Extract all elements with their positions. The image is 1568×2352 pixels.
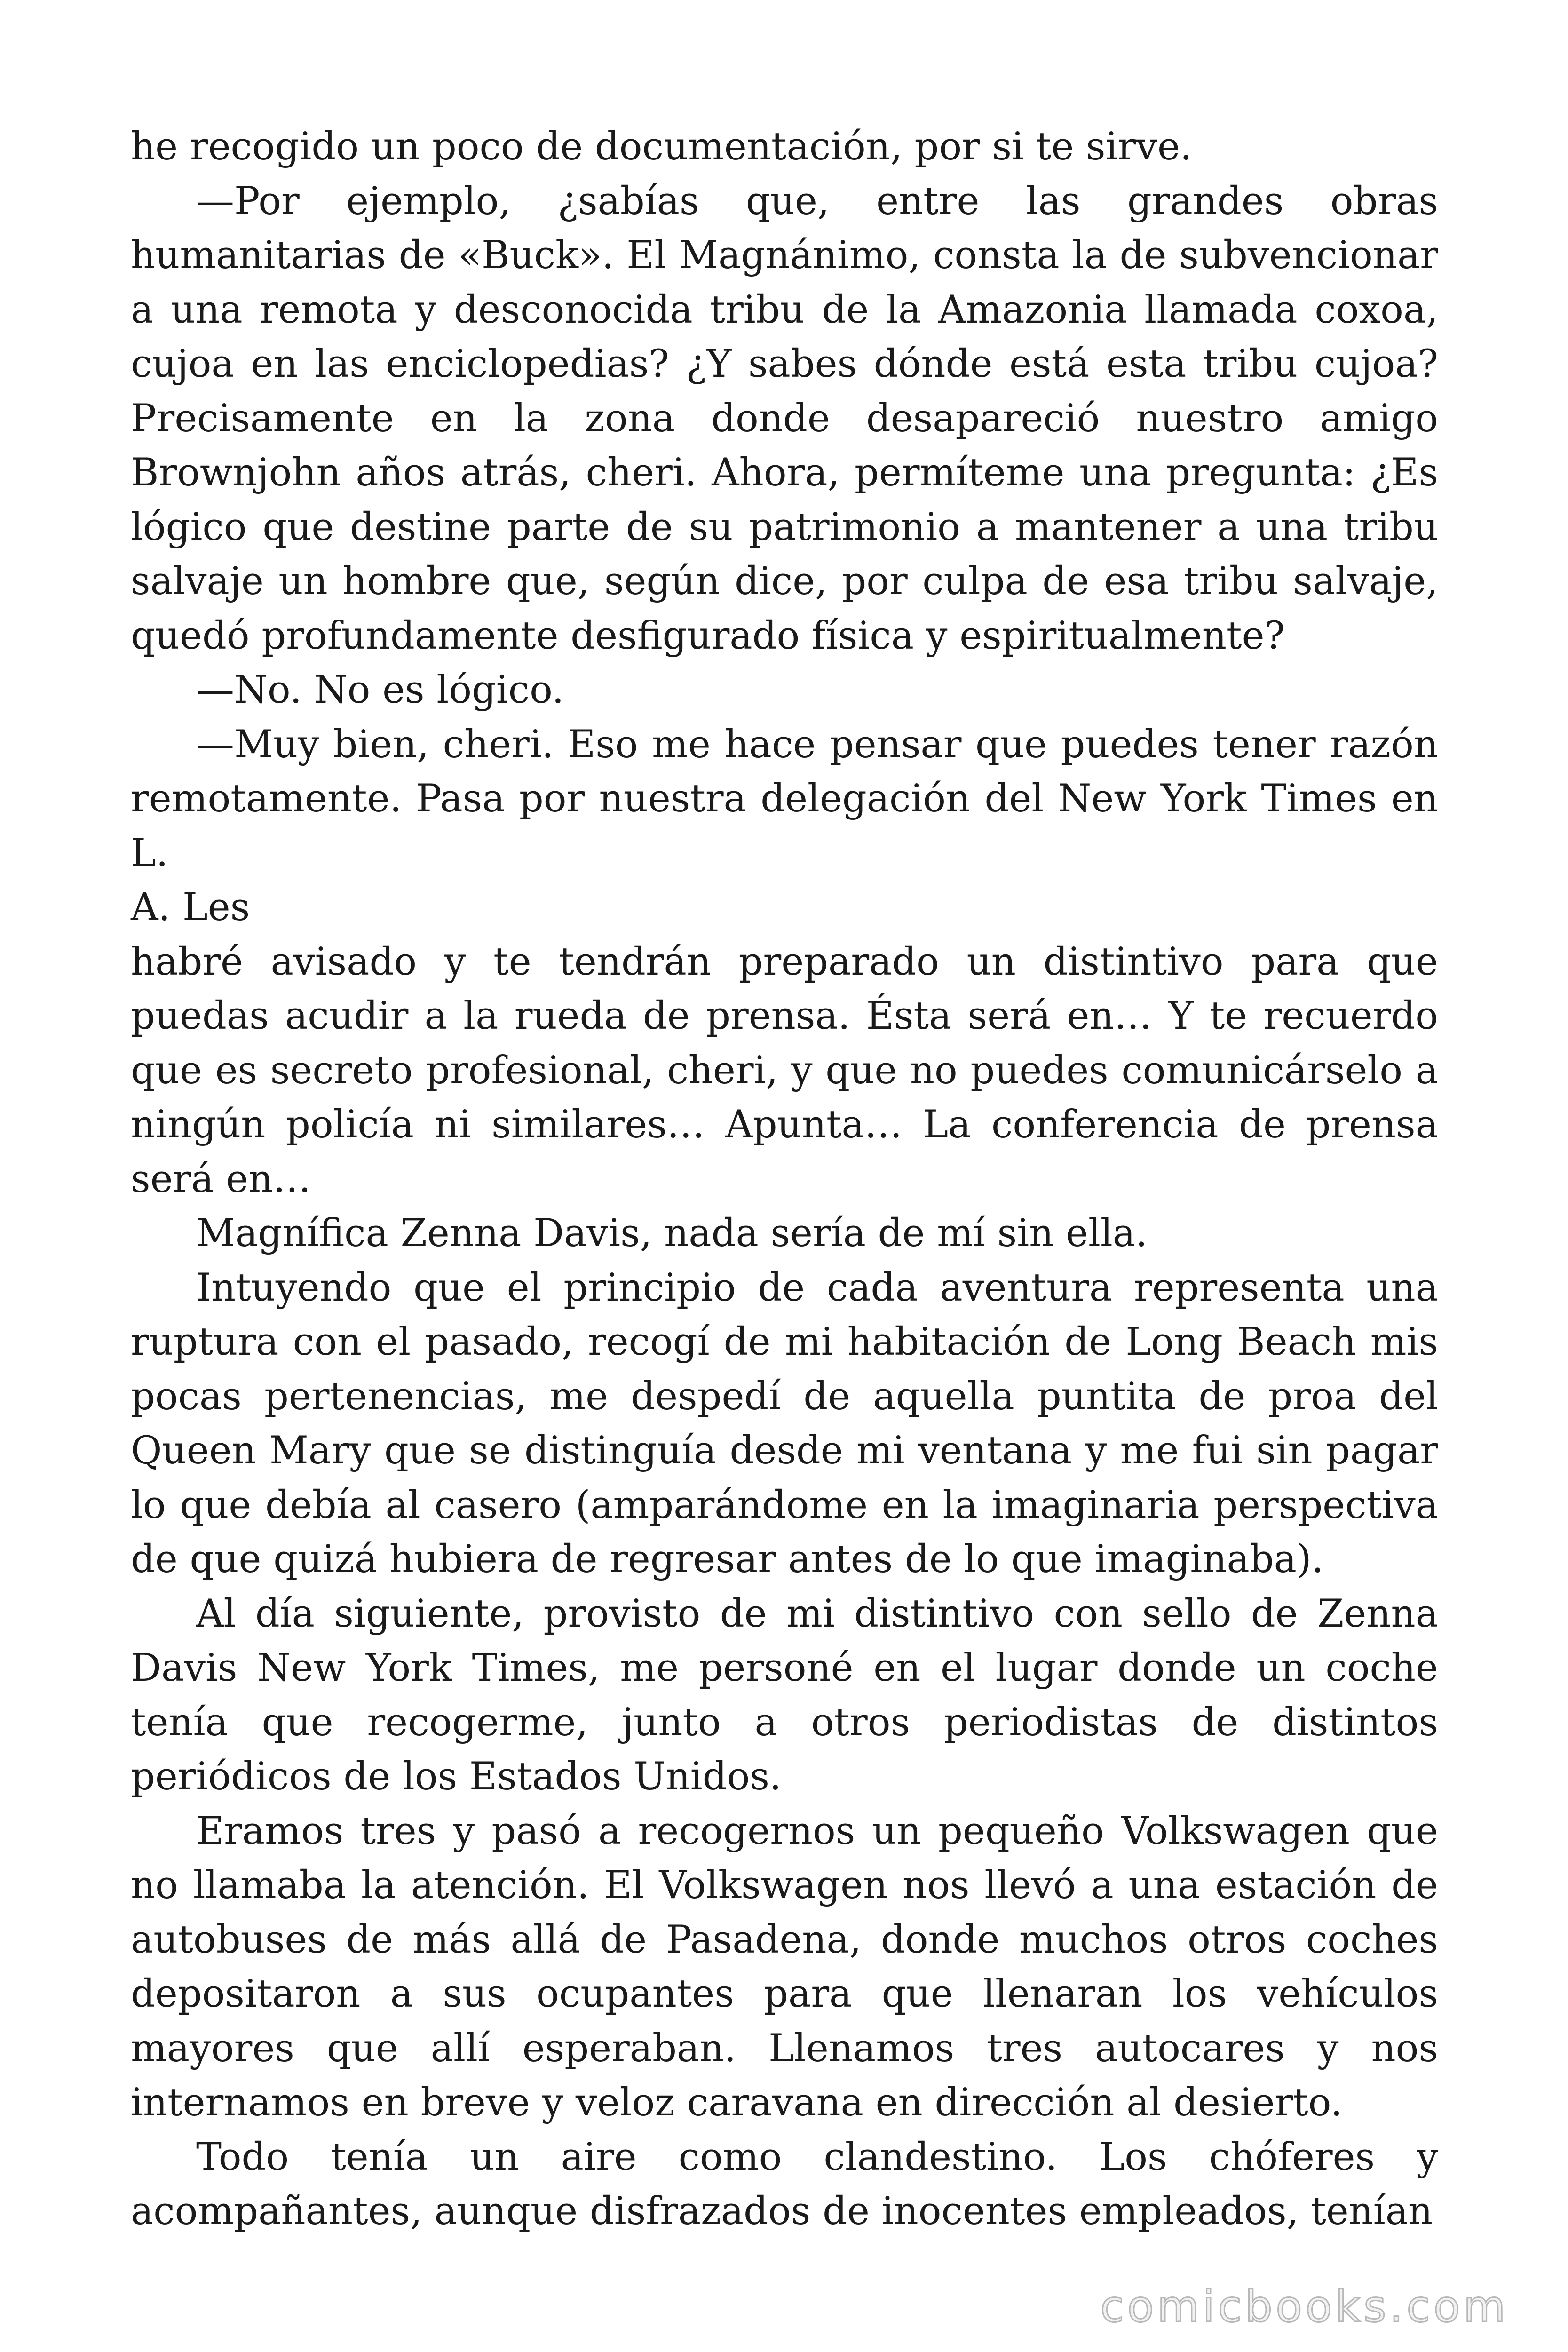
paragraph-al-dia-siguiente: Al día siguiente, provisto de mi distintivo con sello de Zenna Davis New York Times, me personé en el lugar donde un coche tenía que recogerme, junto a otros periodistas de distintos periódicos de los Estados Unidos. [131, 1591, 1438, 1799]
paragraph-fragment-les: A. Les [131, 885, 250, 930]
paragraph-zenna-davis: Magnífica Zenna Davis, nada sería de mí sin ella. [196, 1211, 1148, 1255]
paragraph-todo-tenia: Todo tenía un aire como clandestino. Los chóferes y acompañantes, aunque disfrazados de inocentes empleados, tenían [131, 2135, 1438, 2233]
paragraph-intuyendo: Intuyendo que el principio de cada aventura representa una ruptura con el pasado, recogí de mi habitación de Long Beach mis pocas pertenencias, me despedí de aquella puntita de proa del Queen Mary que se distinguía desde mi ventana y me fui sin pagar lo que debía al casero (amparándome en la imaginaria perspectiva de que quizá hubiera de regresar antes de lo que imaginaba). [131, 1265, 1438, 1581]
paragraph-dialogue-muy-bien: —Muy bien, cheri. Eso me hace pensar que puedes tener razón remotamente. Pasa por nuestra delegación del New York Times en L. [131, 722, 1438, 875]
paragraph-dialogue-buck: —Por ejemplo, ¿sabías que, entre las grandes obras humanitarias de «Buck». El Magnánimo, consta la de subvencionar a una remota y desconocida tribu de la Amazonia llamada coxoa, cujoa en las enciclopedias? ¿Y sabes dónde está esta tribu cujoa? Precisamente en la zona donde desapareció nuestro amigo Brownjohn años atrás, cheri. Ahora, permíteme una pregunta: ¿Es lógico que destine parte de su patrimonio a mantener a una tribu salvaje un hombre que, según dice, por culpa de esa tribu salvaje, quedó profundamente desfigurado física y espiritualmente? [131, 179, 1438, 658]
paragraph-dialogue-no: —No. No es lógico. [196, 668, 564, 712]
book-page-text [131, 120, 1438, 2239]
paragraph-eramos-tres: Eramos tres y pasó a recogernos un pequeño Volkswagen que no llamaba la atención. El Volkswagen nos llevó a una estación de autobuses de más allá de Pasadena, donde muchos otros coches depositaron a sus ocupantes para que llenaran los vehículos mayores que allí esperaban. Llenamos tres autocares y nos internamos en breve y veloz caravana en dirección al desierto. [131, 1809, 1438, 2125]
watermark-logo: comicbooks.com [1100, 2281, 1509, 2332]
paragraph-habre-avisado: habré avisado y te tendrán preparado un distintivo para que puedas acudir a la rueda de prensa. Ésta será en… Y te recuerdo que es secreto profesional, cheri, y que no puedes comunicárselo a ningún policía ni similares… Apunta… La conferencia de prensa será en… [131, 939, 1438, 1201]
paragraph-continuation: he recogido un poco de documentación, por si te sirve. [131, 125, 1192, 169]
